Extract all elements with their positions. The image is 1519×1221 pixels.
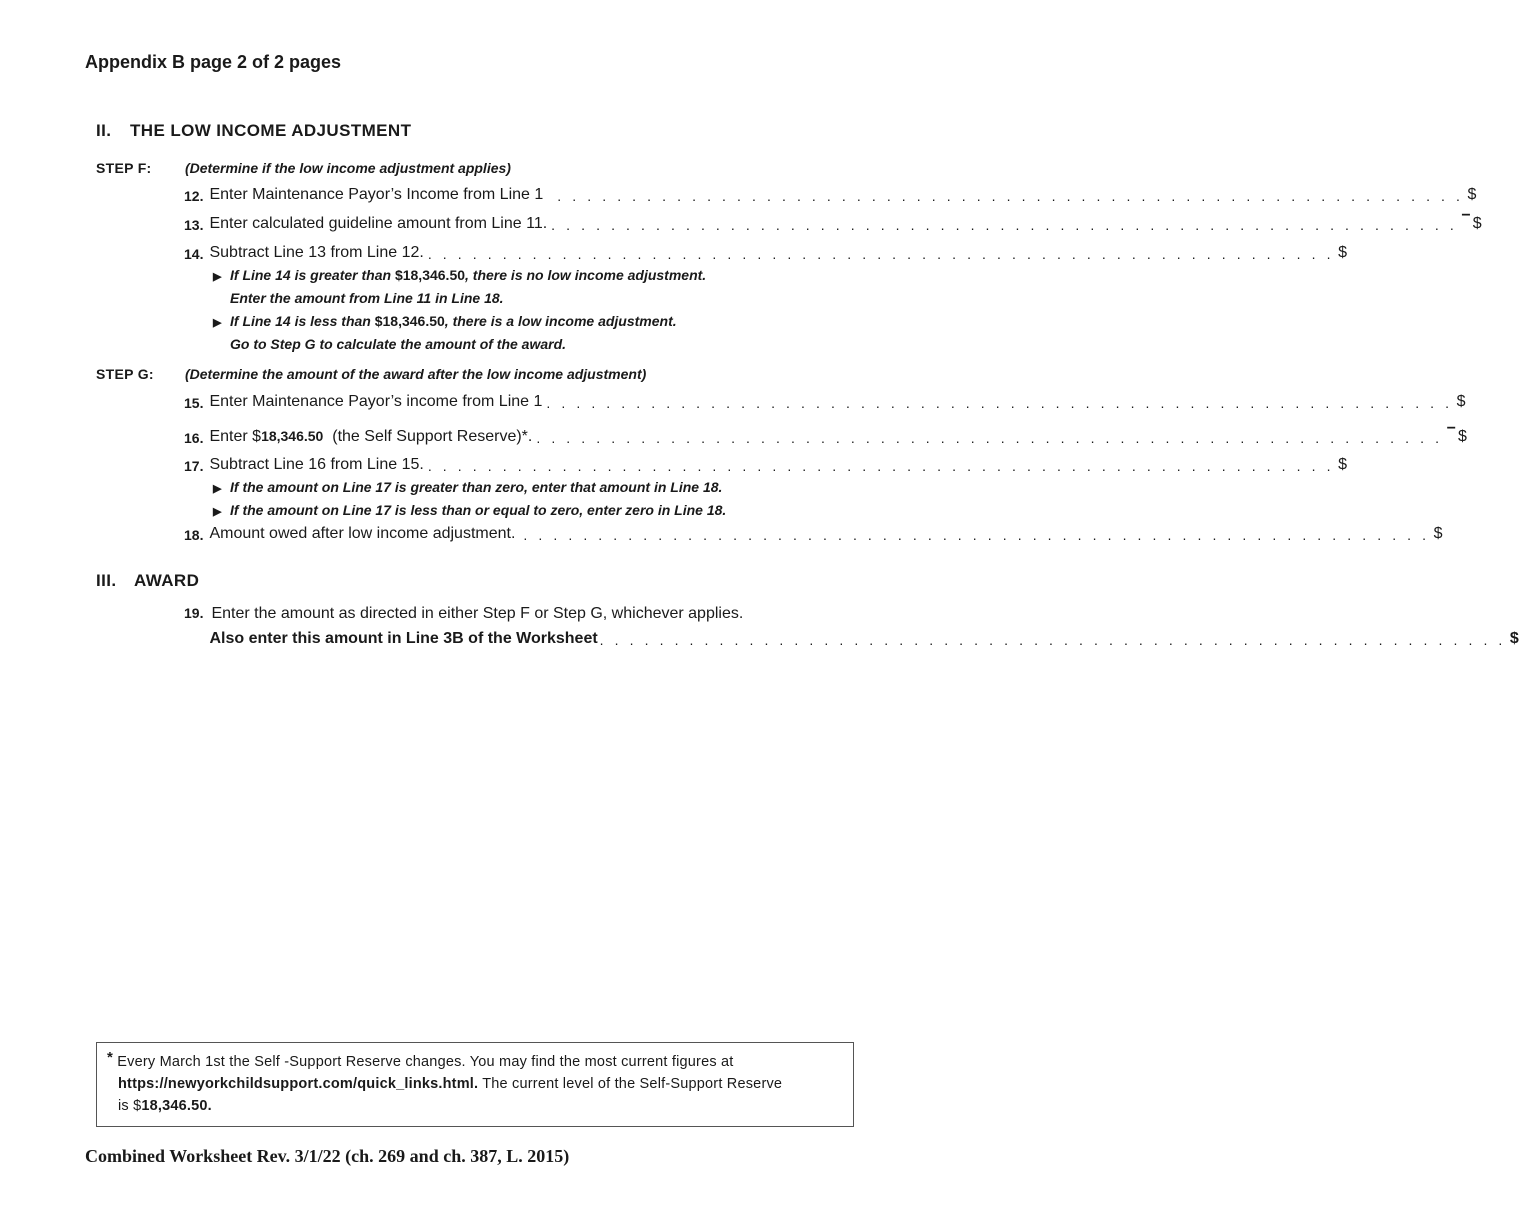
line-15 xyxy=(184,389,1466,411)
dot-leader: . . . . . . . . . . . . . . . . . . . . . . . . . . . . . . . . . . . . . . . . . . . . . . . . . . . . . . . . . . . . . xyxy=(546,395,1453,411)
footnote-box xyxy=(96,1042,854,1127)
dot-leader: . . . . . . . . . . . . . . . . . . . . . . . . . . . . . . . . . . . . . . . . . . . . . . . . . . . . . . . . . . . . . xyxy=(599,632,1506,648)
section-heading-award xyxy=(96,571,199,591)
triangle-bullet-icon: ▶ xyxy=(213,271,222,283)
line-text: Enter Maintenance Payor’s Income from Line 1 xyxy=(209,186,544,203)
line-number: 19. xyxy=(184,605,204,621)
line-13 xyxy=(184,207,1482,233)
line-text: Enter calculated guideline amount from Line 11. xyxy=(209,215,548,232)
dollar-sign: $ xyxy=(1338,244,1347,261)
line-12 xyxy=(184,182,1477,204)
dollar-sign: $ xyxy=(1472,215,1482,232)
line-14-note-less: ▶ If Line 14 is less than $18,346.50, there is a low income adjustment. Go to Step G to calculate the amount of the award. xyxy=(213,313,677,352)
dot-leader: . . . . . . . . . . . . . . . . . . . . . . . . . . . . . . . . . . . . . . . . . . . . . . . . . . . . . . . . . . . . . xyxy=(427,458,1335,474)
footer-revision: Combined Worksheet Rev. 3/1/22 (ch. 269 and ch. 387, L. 2015) xyxy=(85,1146,570,1166)
line-text: Subtract Line 13 from Line 12. xyxy=(209,244,424,261)
dollar-sign: $ xyxy=(1456,393,1466,410)
line-text: Enter the amount as directed in either Step F or Step G, whichever applies. xyxy=(211,605,744,622)
dot-leader: . . . . . . . . . . . . . . . . . . . . . . . . . . . . . . . . . . . . . . . . . . . . . . . . . . . . . . . . . . . . . xyxy=(557,188,1464,204)
asterisk: * xyxy=(107,1049,114,1066)
dot-leader: . . . . . . . . . . . . . . . . . . . . . . . . . . . . . . . . . . . . . . . . . . . . . . . . . . . . . . . . . . . . . xyxy=(523,527,1430,543)
line-text: Amount owed after low income adjustment. xyxy=(209,525,516,542)
dollar-sign: $ xyxy=(1457,428,1467,445)
line-text: Enter $18,346.50 (the Self Support Reserve)*. xyxy=(209,428,533,445)
line-number: 17. xyxy=(184,458,204,474)
line-16 xyxy=(184,420,1467,446)
step-g-label: STEP G: xyxy=(96,366,154,382)
line-17 xyxy=(184,452,1347,474)
line-17-notes: ▶ If the amount on Line 17 is greater than zero, enter that amount in Line 18. ▶ If the amount on Line 17 is less than or equal to zero, enter zero in Line 18. xyxy=(213,477,726,523)
line-number: 18. xyxy=(184,527,204,543)
line-number: 16. xyxy=(184,430,204,446)
dollar-sign: $ xyxy=(1433,525,1443,542)
appendix-title: Appendix B page 2 of 2 pages xyxy=(85,52,342,72)
line-19-text: Also enter this amount in Line 3B of the Worksheet xyxy=(209,630,598,647)
line-number: 13. xyxy=(184,217,204,233)
line-14-note-greater: ▶ If Line 14 is greater than $18,346.50, there is no low income adjustment. Enter the amount from Line 11 in Line 18. xyxy=(213,267,707,306)
line-19 xyxy=(184,626,1519,648)
dot-leader: . . . . . . . . . . . . . . . . . . . . . . . . . . . . . . . . . . . . . . . . . . . . . . . . . . . . . . . . . . . . . xyxy=(427,246,1335,262)
dollar-sign: $ xyxy=(1509,630,1519,647)
line-number: 14. xyxy=(184,246,204,262)
dot-leader: . . . . . . . . . . . . . . . . . . . . . . . . . . . . . . . . . . . . . . . . . . . . . . . . . . . . . . . . . . . . . xyxy=(536,430,1443,446)
step-f-label: STEP F: xyxy=(96,160,152,176)
footnote-text: * Every March 1st the Self -Support Reserve changes. You may find the most current figures at https://newyorkchildsupport.com/quick_links.html. The current level of the Self-Support Reserve is $18,346.50. xyxy=(107,1049,783,1114)
line-text: Subtract Line 16 from Line 15. xyxy=(209,456,424,473)
triangle-bullet-icon: ▶ xyxy=(213,483,222,495)
dollar-sign: $ xyxy=(1338,456,1347,473)
dot-leader: . . . . . . . . . . . . . . . . . . . . . . . . . . . . . . . . . . . . . . . . . . . . . . . . . . . . . . . . . . . . . xyxy=(551,217,1458,233)
step-f-description: (Determine if the low income adjustment applies) xyxy=(185,160,511,176)
line-number: 12. xyxy=(184,188,204,204)
minus-sign: − xyxy=(1446,420,1456,437)
section-title: AWARD xyxy=(134,571,200,590)
minus-sign: − xyxy=(1461,207,1471,224)
section-heading-low-income xyxy=(96,121,411,141)
step-g-description: (Determine the amount of the award after the low income adjustment) xyxy=(185,366,647,382)
line-19-instruction xyxy=(184,605,743,623)
section-number: II. xyxy=(96,121,112,140)
dollar-sign: $ xyxy=(1467,186,1477,203)
line-14 xyxy=(184,240,1347,262)
triangle-bullet-icon: ▶ xyxy=(213,506,222,518)
line-18 xyxy=(184,521,1443,543)
section-number: III. xyxy=(96,571,117,590)
line-number: 15. xyxy=(184,395,204,411)
line-text: Enter Maintenance Payor’s income from Line 1 xyxy=(209,393,543,410)
triangle-bullet-icon: ▶ xyxy=(213,317,222,329)
section-title: THE LOW INCOME ADJUSTMENT xyxy=(130,121,412,140)
footnote-url: https://newyorkchildsupport.com/quick_links.html. xyxy=(118,1076,479,1092)
